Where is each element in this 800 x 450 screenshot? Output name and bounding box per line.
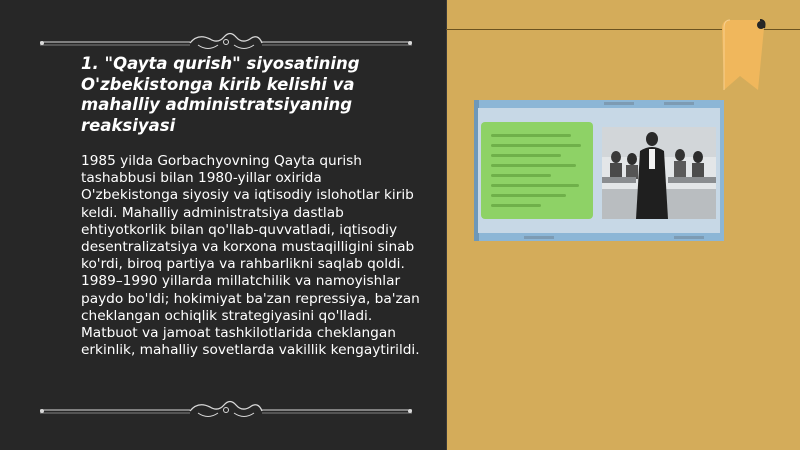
photo-caption-mark <box>604 102 634 105</box>
photo-caption-mark <box>674 236 704 239</box>
slide-title: 1. "Qayta qurish" siyosatining O'zbekistonga kirib kelishi va mahalliy administratsiyaning reaksiyasi <box>81 54 360 135</box>
photo-caption-mark <box>524 236 554 239</box>
scroll-divider-ornament-icon <box>38 398 414 422</box>
photo-text-box <box>481 122 593 219</box>
panel-divider <box>446 0 447 450</box>
page-bookmark-icon <box>720 18 766 94</box>
photo-caption-mark <box>664 102 694 105</box>
meeting-photo <box>602 127 716 219</box>
slide-photo <box>474 100 724 241</box>
scroll-divider-ornament-icon <box>38 30 414 54</box>
slide-body-text: 1985 yilda Gorbachyovning Qayta qurish tashabbusi bilan 1980-yillar oxirida O'zbekistonga siyosiy va iqtisodiy islohotlar kirib keldi. Mahalliy administratsiya dastlab ehtiyotkorlik bilan qo'llab-quvvatladi, iqtisodiy desentralizatsiya va korxona mustaqilligini sinab ko'rdi, biroq partiya va rahbarlikni saqlab qoldi. 1989–1990 yillarda millatchilik va namoyishlar paydo bo'ldi; hokimiyat ba'zan repressiya, ba'zan cheklangan ochiqlik strategiyasini qo'lladi. Matbuot va jamoat tashkilotlarida cheklangan erkinlik, mahalliy sovetlarda vakillik kengaytirildi. <box>81 153 420 359</box>
